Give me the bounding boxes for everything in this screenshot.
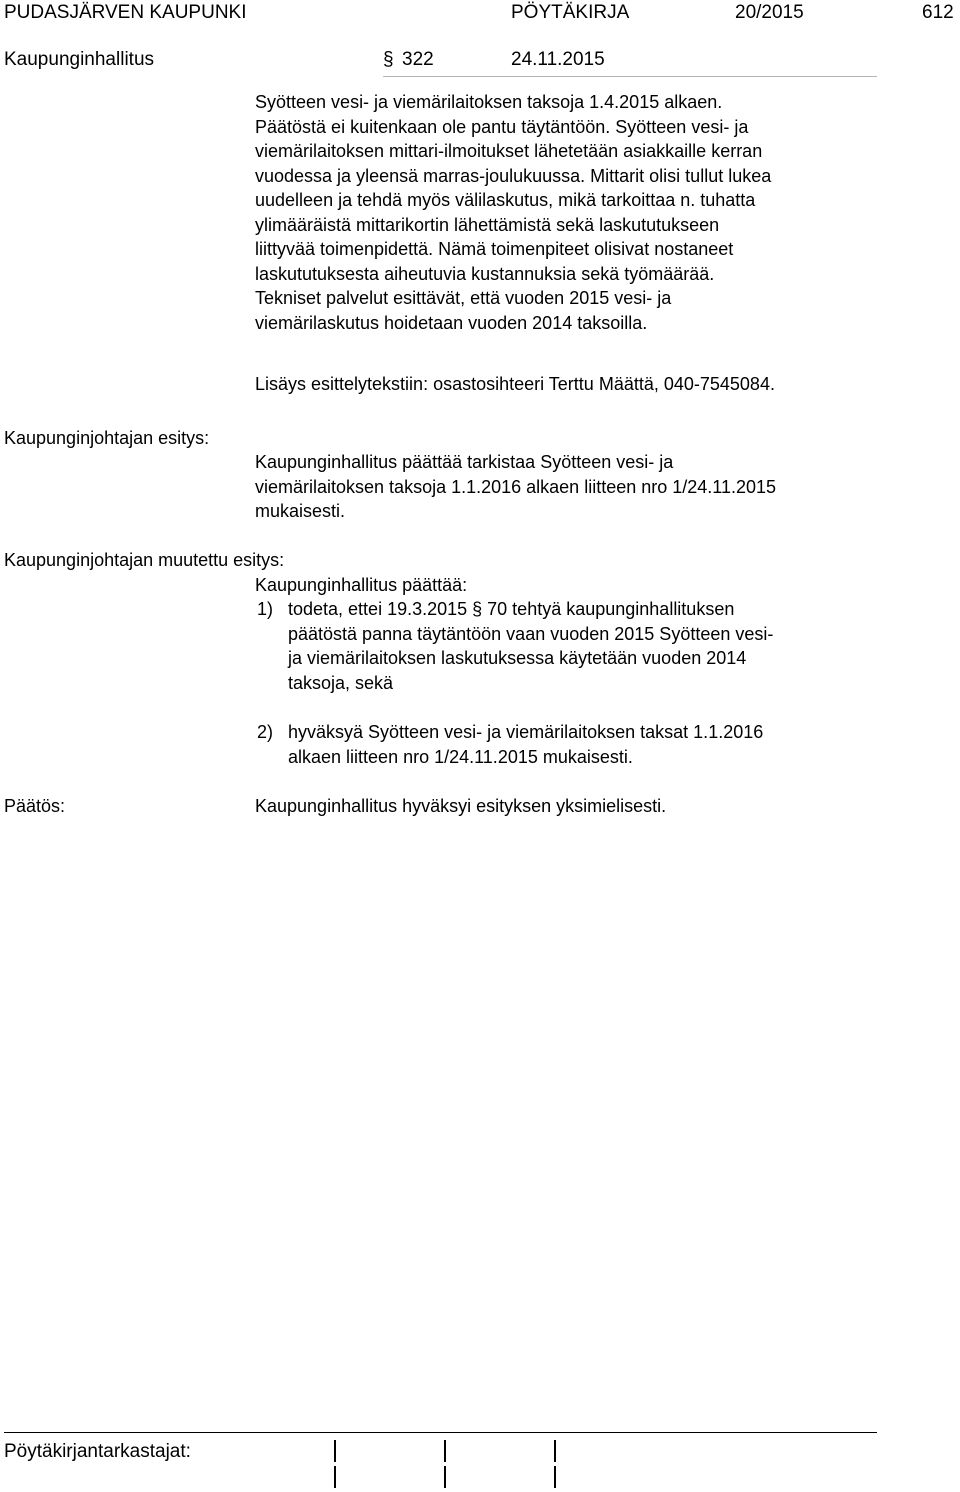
text-line: Kaupunginhallitus päättää: [255, 575, 468, 595]
page-number: 612 [922, 2, 954, 23]
text-line: Kaupunginhallitus hyväksyi esityksen yksimielisesti. [255, 796, 667, 816]
text-line: todeta, ettei 19.3.2015 § 70 tehtyä kaupunginhallituksen [288, 599, 735, 619]
proposal-text [255, 450, 905, 524]
body-name: Kaupunginhallitus [4, 49, 155, 70]
footer-label: Pöytäkirjantarkastajat: [4, 1441, 191, 1462]
proposal-label: Kaupunginjohtajan esitys: [4, 428, 210, 448]
text-line: liittyvää toimenpidettä. Nämä toimenpiteet olisivat nostaneet [255, 239, 734, 259]
section-symbol: § [383, 49, 394, 70]
text-line: ja viemärilaitoksen laskutuksessa käytetään vuoden 2014 [288, 648, 747, 668]
text-line: vuodessa ja yleensä marras-joulukuussa. Mittarit olisi tullut lukea [255, 165, 772, 186]
text-line: viemärilaitoksen mittari-ilmoitukset lähetetään asiakkaille kerran [255, 141, 763, 161]
decision-text [255, 794, 905, 819]
modified-proposal-label: Kaupunginjohtajan muutettu esitys: [4, 550, 285, 570]
decision-label: Päätös: [4, 796, 66, 816]
text-line: uudelleen ja tehdä myös välilaskutus, mikä tarkoittaa n. tuhatta [255, 190, 756, 210]
text-line: päätöstä panna täytäntöön vaan vuoden 2015 Syötteen vesi- [288, 623, 774, 644]
signature-line [554, 1466, 556, 1488]
signature-line [444, 1440, 446, 1462]
signature-line [554, 1440, 556, 1462]
issue-number: 20/2015 [735, 2, 804, 23]
signature-line [334, 1466, 336, 1488]
list-item-number: 1) [257, 599, 274, 619]
text-line: Päätöstä ei kuitenkaan ole pantu täytäntöön. Syötteen vesi- ja [255, 116, 749, 137]
signature-line [444, 1466, 446, 1488]
signature-line [334, 1440, 336, 1462]
text-line: viemärilaitoksen taksoja 1.1.2016 alkaen liitteen nro 1/24.11.2015 [255, 476, 777, 497]
text-line: alkaen liitteen nro 1/24.11.2015 mukaisesti. [288, 746, 633, 767]
section-number: 322 [402, 49, 434, 70]
text-line: Tekniset palvelut esittävät, että vuoden 2015 vesi- ja [255, 288, 672, 308]
text-line: ylimääräistä mittarikortin lähettämistä sekä laskututukseen [255, 214, 720, 235]
text-line: mukaisesti. [255, 501, 346, 521]
text-line: Kaupunginhallitus päättää tarkistaa Syötteen vesi- ja [255, 452, 674, 472]
addition-text: Lisäys esittelytekstiin: osastosihteeri Terttu Määttä, 040-7545084. [255, 374, 775, 394]
header-divider [383, 76, 877, 77]
text-line: laskututuksesta aiheutuvia kustannuksia sekä työmäärää. [255, 263, 715, 284]
text-line: Syötteen vesi- ja viemärilaitoksen taksoja 1.4.2015 alkaen. [255, 92, 723, 112]
meeting-date: 24.11.2015 [511, 49, 605, 70]
list-item-text [288, 597, 773, 695]
text-line: viemärilaskutus hoidetaan vuoden 2014 taksoilla. [255, 312, 648, 333]
addition-note [255, 372, 905, 397]
text-line: hyväksyä Syötteen vesi- ja viemärilaitoksen taksat 1.1.2016 [288, 722, 764, 742]
modified-proposal-intro [255, 573, 905, 598]
text-line: taksoja, sekä [288, 672, 394, 693]
footer-divider [4, 1432, 877, 1433]
organization-name: PUDASJÄRVEN KAUPUNKI [4, 2, 247, 23]
list-item-text [288, 720, 763, 769]
list-item-number: 2) [257, 722, 274, 742]
document-type: PÖYTÄKIRJA [511, 2, 630, 23]
intro-paragraph [255, 90, 905, 335]
